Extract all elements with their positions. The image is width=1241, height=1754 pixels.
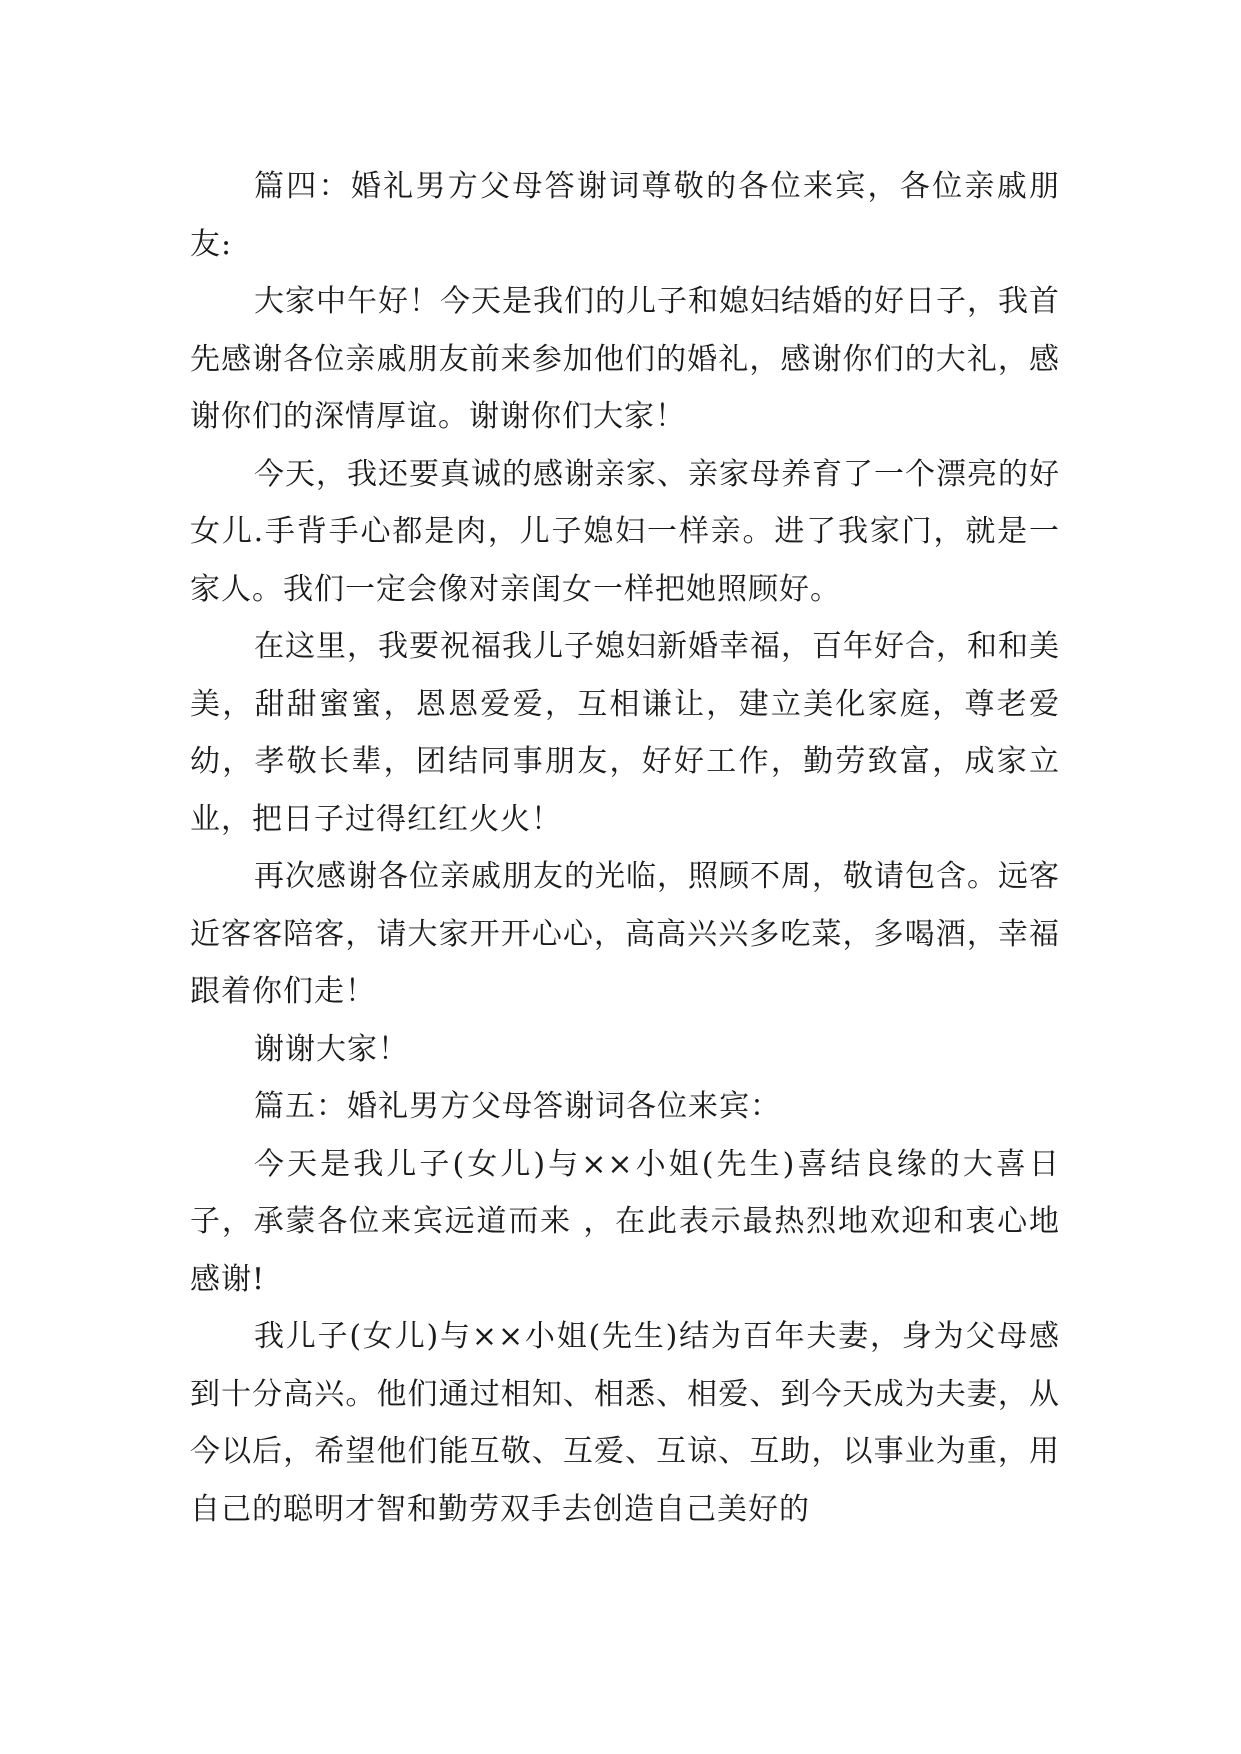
document-body <box>190 158 1060 1538</box>
paragraph-blessing: 在这里，我要祝福我儿子媳妇新婚幸福，百年好合，和和美美，甜甜蜜蜜，恩恩爱爱，互相谦让，建立美化家庭，尊老爱幼，孝敬长辈，团结同事朋友，好好工作，勤劳致富，成家立业，把日子过得红红火火！ <box>190 629 1060 837</box>
paragraph-heading-5: 篇五：婚礼男方父母答谢词各位来宾： <box>254 1089 781 1124</box>
paragraph-marriage-wishes: 我儿子(女儿)与××小姐(先生)结为百年夫妻，身为父母感到十分高兴。他们通过相知、相悉、相爱、到今天成为夫妻，从今以后，希望他们能互敬、互爱、互谅、互助，以事业为重，用自己的聪明才智和勤劳双手去创造自己美好的 <box>190 1319 1060 1527</box>
paragraph-welcome: 今天是我儿子(女儿)与××小姐(先生)喜结良缘的大喜日子，承蒙各位来宾远道而来 ，在此表示最热烈地欢迎和衷心地感谢! <box>190 1146 1060 1297</box>
paragraph-thanks-again: 再次感谢各位亲戚朋友的光临，照顾不周，敬请包含。远客近客客陪客，请大家开开心心，高高兴兴多吃菜，多喝酒，幸福跟着你们走！ <box>190 859 1060 1009</box>
paragraph-closing: 谢谢大家！ <box>254 1031 409 1067</box>
paragraph-thanks-in-laws: 今天，我还要真诚的感谢亲家、亲家母养育了一个漂亮的好女儿.手背手心都是肉，儿子媳妇一样亲。进了我家门，就是一家人。我们一定会像对亲闺女一样把她照顾好。 <box>190 456 1060 607</box>
paragraph-greeting: 大家中午好！今天是我们的儿子和媳妇结婚的好日子，我首先感谢各位亲戚朋友前来参加他们的婚礼，感谢你们的大礼，感谢你们的深情厚谊。谢谢你们大家！ <box>190 284 1060 434</box>
paragraph-heading-4: 篇四：婚礼男方父母答谢词尊敬的各位来宾，各位亲戚朋友: <box>190 169 1060 262</box>
